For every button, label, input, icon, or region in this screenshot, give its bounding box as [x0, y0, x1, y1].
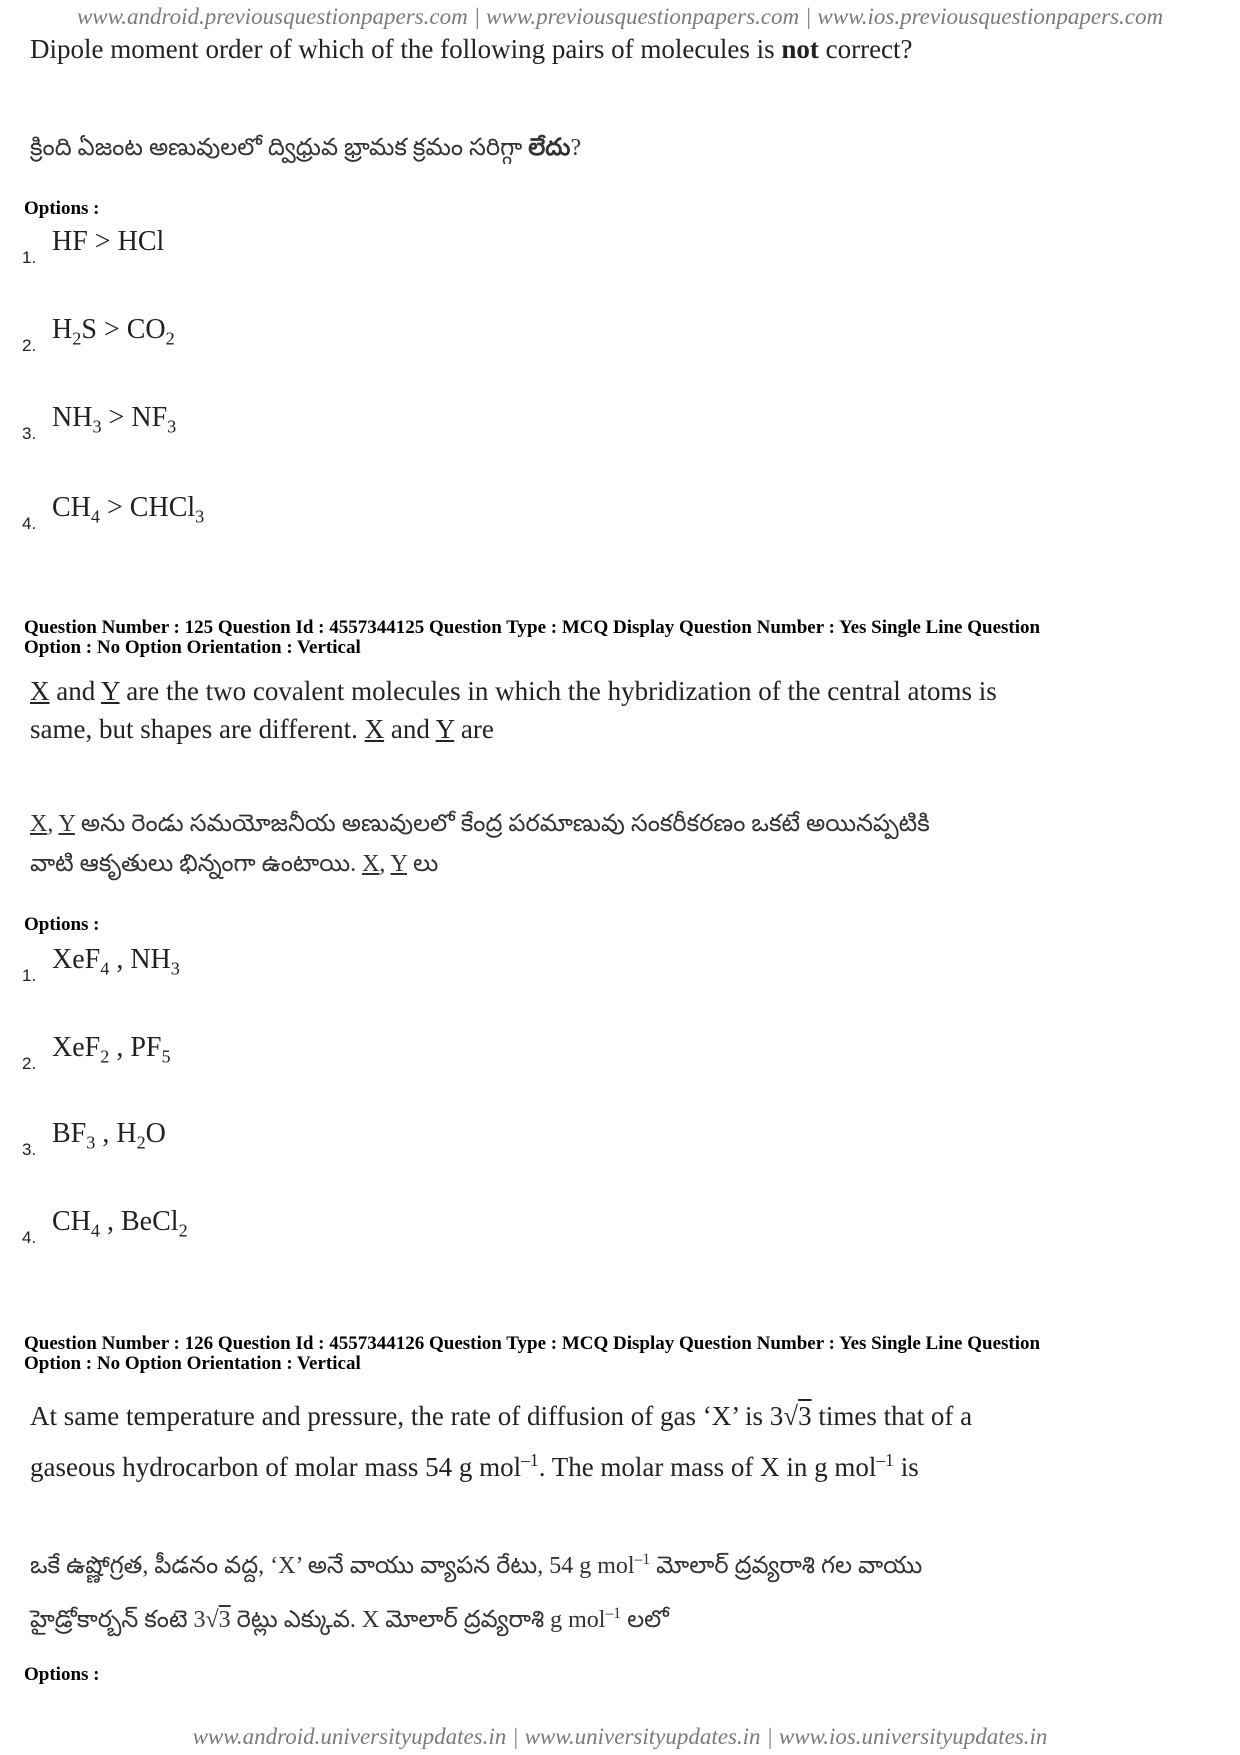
separator: | [473, 4, 481, 29]
q126-question-telugu: ఒకే ఉష్ణోగ్రత, పీడనం వద్ద, ‘X’ అనే వాయు వ్యాపన రేటు, 54 g mol$^{-1}$ మోలార్ ద్రవ్యరాశి గల వాయు హైడ్రోకార్బన్ కంటె 3√3 రెట్లు ఎక్కువ. X మోలార్ ద్రవ్యరాశి g mol$^{-1}$ లలో [30, 1551, 923, 1633]
q126-question-text: At same temperature and pressure, the rate of diffusion of gas ‘X’ is 3√3 times that of a gaseous hydrocarbon of molar mass 54 g mol$^{-1}$. The molar mass of X in g mol$^{-1}$ is [30, 1401, 973, 1482]
q125-meta [24, 618, 1224, 658]
option-text: XeF$_4$ , $NH_3$ [52, 944, 180, 979]
separator: | [512, 1724, 519, 1749]
q124-question-text [30, 30, 913, 68]
q124-telugu-part: ? [570, 135, 582, 161]
footer-link-android[interactable]: www.android.universityupdates.in [192, 1724, 507, 1749]
option-number: 4. [22, 514, 37, 533]
option-number: 3. [22, 424, 37, 443]
q125-options-label: Options : [24, 914, 100, 935]
option-text: HF > HCl [52, 226, 165, 257]
option-text: $CH_4$ > CHCl$_3$ [52, 492, 205, 527]
option-number: 1. [22, 966, 37, 985]
separator: | [805, 4, 812, 29]
q126-meta-line: Question Number : 126 Question Id : 4557344126 Question Type : MCQ Display Question Number : Yes Single Line Question [24, 1333, 1041, 1354]
footer-link-ios[interactable]: www.ios.universityupdates.in [778, 1724, 1048, 1749]
q124-text-part: correct? [818, 34, 913, 64]
q125-meta-line: Option : No Option Orientation : Vertical [24, 637, 361, 658]
q124-question-telugu [30, 128, 581, 168]
footer-links [0, 1724, 1240, 1750]
option-text: XeF$_2$ , $PF_5$ [52, 1032, 171, 1067]
header-link-android[interactable]: www.android.previousquestionpapers.com [76, 4, 468, 29]
header-link-ios[interactable]: www.ios.previousquestionpapers.com [817, 4, 1164, 29]
q124-telugu-part: క్రింది ఏజంట అణువులలో ద్విధ్రువ భ్రామక క్రమం సరిగ్గా [30, 135, 529, 161]
footer-link-main[interactable]: www.universityupdates.in [524, 1724, 761, 1749]
q126-meta [24, 1334, 1224, 1374]
option-number: 3. [22, 1140, 37, 1159]
q124-options-label: Options : [24, 198, 100, 219]
option-text: $BF_3$ , $H_2O$ [52, 1118, 166, 1153]
option-text: $CH_4$ , BeCl$_2$ [52, 1206, 188, 1241]
q125-question-telugu: X, Y అను రెండు సమయోజనీయ అణువులలో కేంద్ర పరమాణువు సంకరీకరణం ఒకటే అయినప్పటికి వాటి ఆకృతులు భిన్నంగా ఉంటాయి. X, Y లు [30, 811, 930, 877]
q125-question-text: X and Y are the two covalent molecules in which the hybridization of the central atoms is same, but shapes are different. X and Y are [30, 676, 997, 744]
q126-options-label: Options : [24, 1664, 100, 1685]
q124-text-part: Dipole moment order of which of the following pairs of molecules is [30, 34, 782, 64]
option-number: 2. [22, 336, 37, 355]
option-number: 4. [22, 1228, 37, 1247]
option-text: $NH_3 > NF_3$ [52, 402, 177, 437]
separator: | [766, 1724, 773, 1749]
option-number: 1. [22, 248, 37, 267]
q126-meta-line: Option : No Option Orientation : Vertical [24, 1353, 361, 1374]
q124-text-bold: not [781, 34, 819, 64]
header-link-main[interactable]: www.previousquestionpapers.com [486, 4, 800, 29]
q124-telugu-bold: లేదు [528, 135, 571, 161]
q125-meta-line: Question Number : 125 Question Id : 4557344125 Question Type : MCQ Display Question Number : Yes Single Line Question [24, 617, 1041, 638]
header-links [26, 4, 1214, 30]
option-number: 2. [22, 1054, 37, 1073]
option-text: $H_2S > CO_2$ [52, 314, 175, 349]
